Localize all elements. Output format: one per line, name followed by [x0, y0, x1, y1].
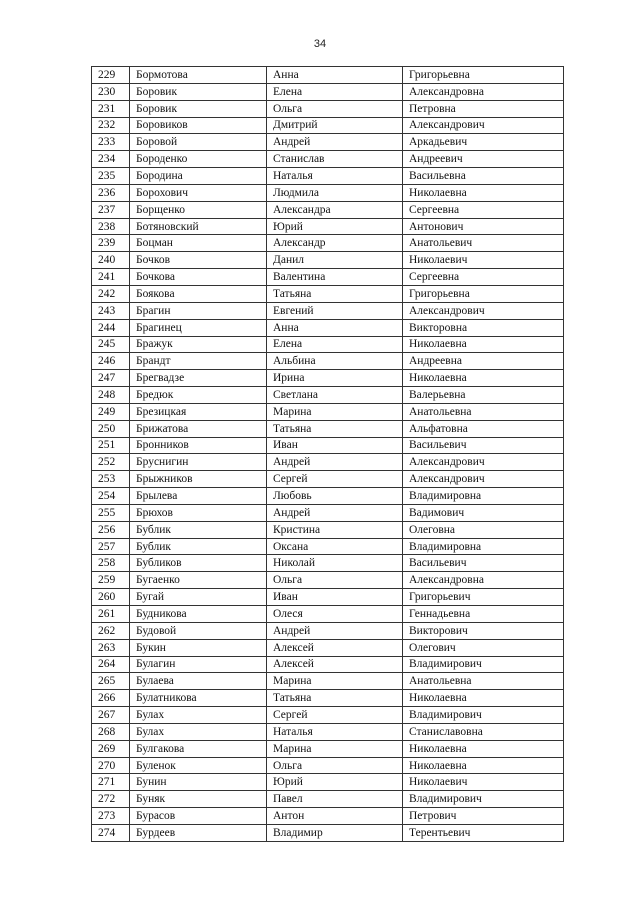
row-number-cell: 234 — [92, 151, 130, 168]
last-name-cell: Булах — [130, 707, 267, 724]
patronymic-cell: Станиславовна — [403, 723, 564, 740]
table-row — [92, 218, 564, 235]
patronymic-cell: Анатольевна — [403, 673, 564, 690]
first-name-cell: Владимир — [267, 824, 403, 841]
last-name-cell: Букин — [130, 639, 267, 656]
last-name-cell: Бурдеев — [130, 824, 267, 841]
patronymic-cell: Владимирович — [403, 656, 564, 673]
patronymic-cell: Николаевич — [403, 774, 564, 791]
row-number-cell: 249 — [92, 403, 130, 420]
last-name-cell: Бородина — [130, 168, 267, 185]
row-number-cell: 263 — [92, 639, 130, 656]
patronymic-cell: Николаевна — [403, 757, 564, 774]
patronymic-cell: Николаевна — [403, 690, 564, 707]
row-number-cell: 257 — [92, 538, 130, 555]
table-row — [92, 538, 564, 555]
row-number-cell: 233 — [92, 134, 130, 151]
first-name-cell: Анна — [267, 319, 403, 336]
last-name-cell: Боровик — [130, 100, 267, 117]
patronymic-cell: Олеговна — [403, 521, 564, 538]
first-name-cell: Сергей — [267, 707, 403, 724]
patronymic-cell: Васильевич — [403, 555, 564, 572]
first-name-cell: Иван — [267, 589, 403, 606]
first-name-cell: Ольга — [267, 100, 403, 117]
table-row — [92, 336, 564, 353]
row-number-cell: 264 — [92, 656, 130, 673]
table-row — [92, 555, 564, 572]
table-row — [92, 151, 564, 168]
roster-body — [92, 67, 564, 842]
patronymic-cell: Владимировна — [403, 488, 564, 505]
first-name-cell: Антон — [267, 808, 403, 825]
patronymic-cell: Сергеевна — [403, 201, 564, 218]
table-row — [92, 269, 564, 286]
last-name-cell: Бороденко — [130, 151, 267, 168]
row-number-cell: 232 — [92, 117, 130, 134]
last-name-cell: Бочкова — [130, 269, 267, 286]
row-number-cell: 268 — [92, 723, 130, 740]
row-number-cell: 266 — [92, 690, 130, 707]
last-name-cell: Бубликов — [130, 555, 267, 572]
row-number-cell: 244 — [92, 319, 130, 336]
patronymic-cell: Викторовна — [403, 319, 564, 336]
first-name-cell: Кристина — [267, 521, 403, 538]
last-name-cell: Боровой — [130, 134, 267, 151]
row-number-cell: 254 — [92, 488, 130, 505]
roster-table — [91, 66, 564, 842]
row-number-cell: 235 — [92, 168, 130, 185]
table-row — [92, 824, 564, 841]
patronymic-cell: Григорьевна — [403, 67, 564, 84]
first-name-cell: Марина — [267, 740, 403, 757]
table-row — [92, 370, 564, 387]
patronymic-cell: Васильевна — [403, 168, 564, 185]
patronymic-cell: Николаевна — [403, 370, 564, 387]
table-row — [92, 808, 564, 825]
first-name-cell: Наталья — [267, 168, 403, 185]
row-number-cell: 230 — [92, 83, 130, 100]
table-row — [92, 471, 564, 488]
patronymic-cell: Анатольевич — [403, 235, 564, 252]
first-name-cell: Станислав — [267, 151, 403, 168]
patronymic-cell: Вадимович — [403, 504, 564, 521]
table-row — [92, 387, 564, 404]
row-number-cell: 259 — [92, 572, 130, 589]
patronymic-cell: Александрович — [403, 302, 564, 319]
last-name-cell: Бурасов — [130, 808, 267, 825]
patronymic-cell: Антонович — [403, 218, 564, 235]
table-row — [92, 673, 564, 690]
row-number-cell: 239 — [92, 235, 130, 252]
last-name-cell: Буняк — [130, 791, 267, 808]
first-name-cell: Елена — [267, 83, 403, 100]
first-name-cell: Татьяна — [267, 690, 403, 707]
first-name-cell: Данил — [267, 252, 403, 269]
first-name-cell: Александра — [267, 201, 403, 218]
last-name-cell: Боровик — [130, 83, 267, 100]
row-number-cell: 231 — [92, 100, 130, 117]
row-number-cell: 258 — [92, 555, 130, 572]
row-number-cell: 272 — [92, 791, 130, 808]
patronymic-cell: Геннадьевна — [403, 606, 564, 623]
table-row — [92, 437, 564, 454]
patronymic-cell: Григорьевич — [403, 589, 564, 606]
first-name-cell: Татьяна — [267, 420, 403, 437]
table-row — [92, 572, 564, 589]
table-row — [92, 235, 564, 252]
row-number-cell: 261 — [92, 606, 130, 623]
last-name-cell: Брижатова — [130, 420, 267, 437]
row-number-cell: 265 — [92, 673, 130, 690]
first-name-cell: Елена — [267, 336, 403, 353]
patronymic-cell: Николаевна — [403, 336, 564, 353]
row-number-cell: 273 — [92, 808, 130, 825]
patronymic-cell: Викторович — [403, 622, 564, 639]
last-name-cell: Брюхов — [130, 504, 267, 521]
patronymic-cell: Петрович — [403, 808, 564, 825]
table-row — [92, 302, 564, 319]
table-row — [92, 454, 564, 471]
patronymic-cell: Александрович — [403, 117, 564, 134]
table-row — [92, 606, 564, 623]
table-row — [92, 723, 564, 740]
table-row — [92, 622, 564, 639]
first-name-cell: Сергей — [267, 471, 403, 488]
row-number-cell: 267 — [92, 707, 130, 724]
first-name-cell: Николай — [267, 555, 403, 572]
patronymic-cell: Олегович — [403, 639, 564, 656]
table-row — [92, 656, 564, 673]
table-row — [92, 504, 564, 521]
row-number-cell: 250 — [92, 420, 130, 437]
table-row — [92, 774, 564, 791]
table-row — [92, 353, 564, 370]
last-name-cell: Борщенко — [130, 201, 267, 218]
row-number-cell: 253 — [92, 471, 130, 488]
last-name-cell: Брылева — [130, 488, 267, 505]
patronymic-cell: Николаевна — [403, 184, 564, 201]
row-number-cell: 246 — [92, 353, 130, 370]
table-row — [92, 168, 564, 185]
table-row — [92, 757, 564, 774]
last-name-cell: Бронников — [130, 437, 267, 454]
first-name-cell: Анна — [267, 67, 403, 84]
first-name-cell: Юрий — [267, 774, 403, 791]
last-name-cell: Борохович — [130, 184, 267, 201]
last-name-cell: Будникова — [130, 606, 267, 623]
last-name-cell: Бочков — [130, 252, 267, 269]
row-number-cell: 269 — [92, 740, 130, 757]
table-row — [92, 67, 564, 84]
first-name-cell: Людмила — [267, 184, 403, 201]
patronymic-cell: Владимирович — [403, 707, 564, 724]
first-name-cell: Андрей — [267, 622, 403, 639]
table-row — [92, 791, 564, 808]
table-row — [92, 403, 564, 420]
first-name-cell: Евгений — [267, 302, 403, 319]
table-row — [92, 285, 564, 302]
row-number-cell: 245 — [92, 336, 130, 353]
row-number-cell: 270 — [92, 757, 130, 774]
last-name-cell: Буленок — [130, 757, 267, 774]
last-name-cell: Ботяновский — [130, 218, 267, 235]
last-name-cell: Бредюк — [130, 387, 267, 404]
last-name-cell: Бублик — [130, 538, 267, 555]
row-number-cell: 241 — [92, 269, 130, 286]
row-number-cell: 262 — [92, 622, 130, 639]
first-name-cell: Оксана — [267, 538, 403, 555]
last-name-cell: Будовой — [130, 622, 267, 639]
table-row — [92, 740, 564, 757]
table-row — [92, 319, 564, 336]
patronymic-cell: Аркадьевич — [403, 134, 564, 151]
patronymic-cell: Васильевич — [403, 437, 564, 454]
page-number: 34 — [313, 38, 327, 50]
row-number-cell: 247 — [92, 370, 130, 387]
row-number-cell: 237 — [92, 201, 130, 218]
patronymic-cell: Валерьевна — [403, 387, 564, 404]
row-number-cell: 260 — [92, 589, 130, 606]
row-number-cell: 252 — [92, 454, 130, 471]
table-row — [92, 690, 564, 707]
first-name-cell: Алексей — [267, 639, 403, 656]
last-name-cell: Брагинец — [130, 319, 267, 336]
last-name-cell: Боцман — [130, 235, 267, 252]
first-name-cell: Павел — [267, 791, 403, 808]
last-name-cell: Булах — [130, 723, 267, 740]
table-row — [92, 639, 564, 656]
first-name-cell: Андрей — [267, 504, 403, 521]
row-number-cell: 274 — [92, 824, 130, 841]
first-name-cell: Алексей — [267, 656, 403, 673]
patronymic-cell: Александрович — [403, 471, 564, 488]
last-name-cell: Брезицкая — [130, 403, 267, 420]
last-name-cell: Булгакова — [130, 740, 267, 757]
first-name-cell: Марина — [267, 673, 403, 690]
row-number-cell: 248 — [92, 387, 130, 404]
first-name-cell: Ольга — [267, 572, 403, 589]
last-name-cell: Бублик — [130, 521, 267, 538]
patronymic-cell: Сергеевна — [403, 269, 564, 286]
row-number-cell: 256 — [92, 521, 130, 538]
table-row — [92, 134, 564, 151]
patronymic-cell: Владимировна — [403, 538, 564, 555]
last-name-cell: Булатникова — [130, 690, 267, 707]
patronymic-cell: Анатольевна — [403, 403, 564, 420]
first-name-cell: Любовь — [267, 488, 403, 505]
patronymic-cell: Андреевич — [403, 151, 564, 168]
row-number-cell: 240 — [92, 252, 130, 269]
table-row — [92, 488, 564, 505]
patronymic-cell: Петровна — [403, 100, 564, 117]
table-row — [92, 201, 564, 218]
row-number-cell: 251 — [92, 437, 130, 454]
last-name-cell: Бугай — [130, 589, 267, 606]
first-name-cell: Дмитрий — [267, 117, 403, 134]
table-row — [92, 100, 564, 117]
row-number-cell: 243 — [92, 302, 130, 319]
last-name-cell: Булагин — [130, 656, 267, 673]
last-name-cell: Брандт — [130, 353, 267, 370]
first-name-cell: Иван — [267, 437, 403, 454]
first-name-cell: Ирина — [267, 370, 403, 387]
first-name-cell: Андрей — [267, 134, 403, 151]
patronymic-cell: Владимирович — [403, 791, 564, 808]
patronymic-cell: Николаевна — [403, 740, 564, 757]
first-name-cell: Ольга — [267, 757, 403, 774]
row-number-cell: 236 — [92, 184, 130, 201]
first-name-cell: Светлана — [267, 387, 403, 404]
patronymic-cell: Андреевна — [403, 353, 564, 370]
patronymic-cell: Александровна — [403, 572, 564, 589]
table-row — [92, 117, 564, 134]
first-name-cell: Наталья — [267, 723, 403, 740]
patronymic-cell: Николаевич — [403, 252, 564, 269]
last-name-cell: Бунин — [130, 774, 267, 791]
table-row — [92, 521, 564, 538]
patronymic-cell: Терентьевич — [403, 824, 564, 841]
patronymic-cell: Альфатовна — [403, 420, 564, 437]
first-name-cell: Андрей — [267, 454, 403, 471]
first-name-cell: Александр — [267, 235, 403, 252]
table-row — [92, 252, 564, 269]
last-name-cell: Боякова — [130, 285, 267, 302]
first-name-cell: Татьяна — [267, 285, 403, 302]
first-name-cell: Юрий — [267, 218, 403, 235]
first-name-cell: Олеся — [267, 606, 403, 623]
first-name-cell: Валентина — [267, 269, 403, 286]
last-name-cell: Боровиков — [130, 117, 267, 134]
patronymic-cell: Александрович — [403, 454, 564, 471]
last-name-cell: Бруснигин — [130, 454, 267, 471]
table-row — [92, 589, 564, 606]
table-row — [92, 83, 564, 100]
last-name-cell: Брегвадзе — [130, 370, 267, 387]
row-number-cell: 271 — [92, 774, 130, 791]
patronymic-cell: Григорьевна — [403, 285, 564, 302]
row-number-cell: 242 — [92, 285, 130, 302]
first-name-cell: Марина — [267, 403, 403, 420]
row-number-cell: 255 — [92, 504, 130, 521]
table-row — [92, 420, 564, 437]
last-name-cell: Бормотова — [130, 67, 267, 84]
row-number-cell: 238 — [92, 218, 130, 235]
last-name-cell: Брагин — [130, 302, 267, 319]
row-number-cell: 229 — [92, 67, 130, 84]
table-row — [92, 184, 564, 201]
patronymic-cell: Александровна — [403, 83, 564, 100]
last-name-cell: Булаева — [130, 673, 267, 690]
last-name-cell: Бражук — [130, 336, 267, 353]
last-name-cell: Бугаенко — [130, 572, 267, 589]
first-name-cell: Альбина — [267, 353, 403, 370]
table-row — [92, 707, 564, 724]
last-name-cell: Брыжников — [130, 471, 267, 488]
